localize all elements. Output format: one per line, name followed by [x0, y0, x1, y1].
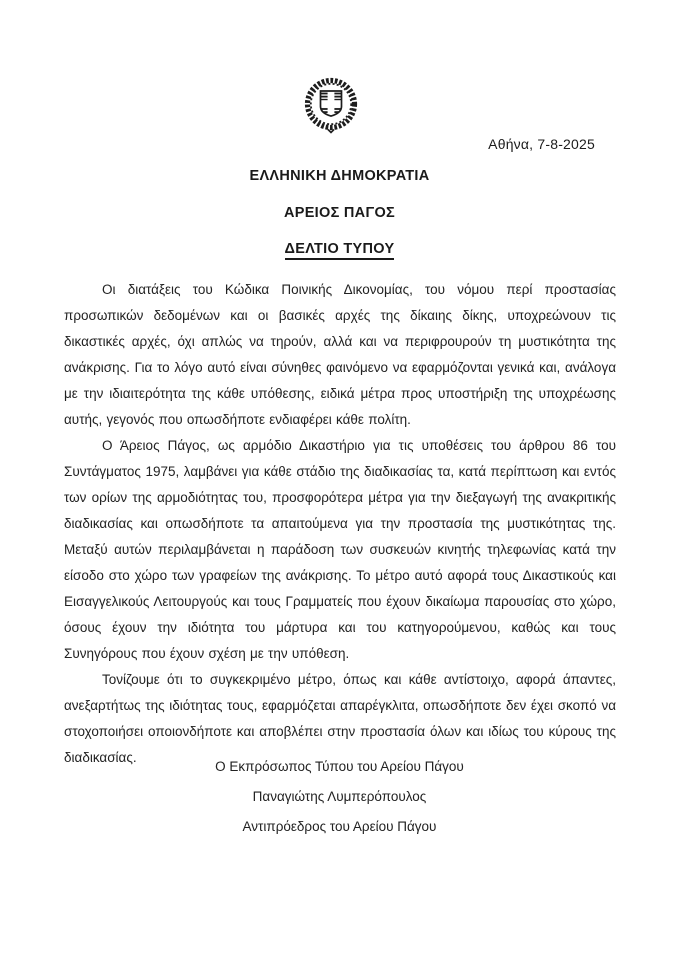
signature-title: Ο Εκπρόσωπος Τύπου του Αρείου Πάγου [215, 759, 464, 774]
date-line: Αθήνα, 7-8-2025 [488, 136, 595, 152]
header-republic: ΕΛΛΗΝΙΚΗ ΔΗΜΟΚΡΑΤΙΑ [249, 168, 430, 184]
press-release-title-text: ΔΕΛΤΙΟ ΤΥΠΟΥ [285, 241, 395, 260]
signature-name: Παναγιώτης Λυμπερόπουλος [252, 789, 427, 804]
coat-of-arms-icon [301, 74, 361, 136]
paragraph-2: Ο Άρειος Πάγος, ως αρμόδιο Δικαστήριο για τις υποθέσεις του άρθρου 86 του Συντάγματος 1975, λαμβάνει για κάθε στάδιο της διαδικασίας τα, κατά περίπτωση και εντός των ορίων της αρμοδιότητας του, προσφορότερα μέτρα για την διεξαγωγή της ανακριτικής διαδικασίας και οπωσδήποτε τα απαιτούμενα για την προστασία της μυστικότητας της. Μεταξύ αυτών περιλαμβάνεται η παράδοση των συσκευών κινητής τηλεφωνίας κατά την είσοδο στο χώρο των γραφείων της ανάκρισης. Το μέτρο αυτό αφορά τους Δικαστικούς και Εισαγγελικούς Λειτουργούς και τους Γραμματείς που έχουν δικαίωμα παρουσίας στο χώρο, όσους έχουν την ιδιότητα του μάρτυρα και του κατηγορούμενου, καθώς και τους Συνηγόρους που έχουν σχέση με την υπόθεση. [64, 438, 616, 661]
header-court: ΑΡΕΙΟΣ ΠΑΓΟΣ [283, 205, 396, 221]
document-body [64, 277, 616, 771]
paragraph-1: Οι διατάξεις του Κώδικα Ποινικής Δικονομίας, του νόμου περί προστασίας προσωπικών δεδομένων και οι βασικές αρχές της δίκαιης δίκης, υποχρεώνουν τις δικαστικές αρχές, όχι απλώς να τηρούν, αλλά και να περιφρουρούν τη μυστικότητα της ανάκρισης. Για το λόγο αυτό είναι σύνηθες φαινόμενο να εφαρμόζονται γενικά και, ανάλογα με την ιδιαιτερότητα της κάθε υπόθεσης, ειδικά μέτρα προς υποστήριξη της υποχρέωσης αυτής, γεγονός που οπωσδήποτε ενδιαφέρει κάθε πολίτη. [64, 282, 616, 427]
signature-block [0, 752, 679, 842]
signature-role: Αντιπρόεδρος του Αρείου Πάγου [242, 819, 437, 834]
header-press-release-title [0, 241, 679, 260]
paragraph-3: Τονίζουμε ότι το συγκεκριμένο μέτρο, όπως και κάθε αντίστοιχο, αφορά άπαντες, ανεξαρτήτως της ιδιότητας τους, εφαρμόζεται απαρέγκλιτα, οπωσδήποτε δεν έχει σκοπό να στοχοποιήσει οποιονδήποτε και αποβλέπει στην προστασία όλων και ιδίως του κύρους της διαδικασίας. [64, 672, 616, 765]
